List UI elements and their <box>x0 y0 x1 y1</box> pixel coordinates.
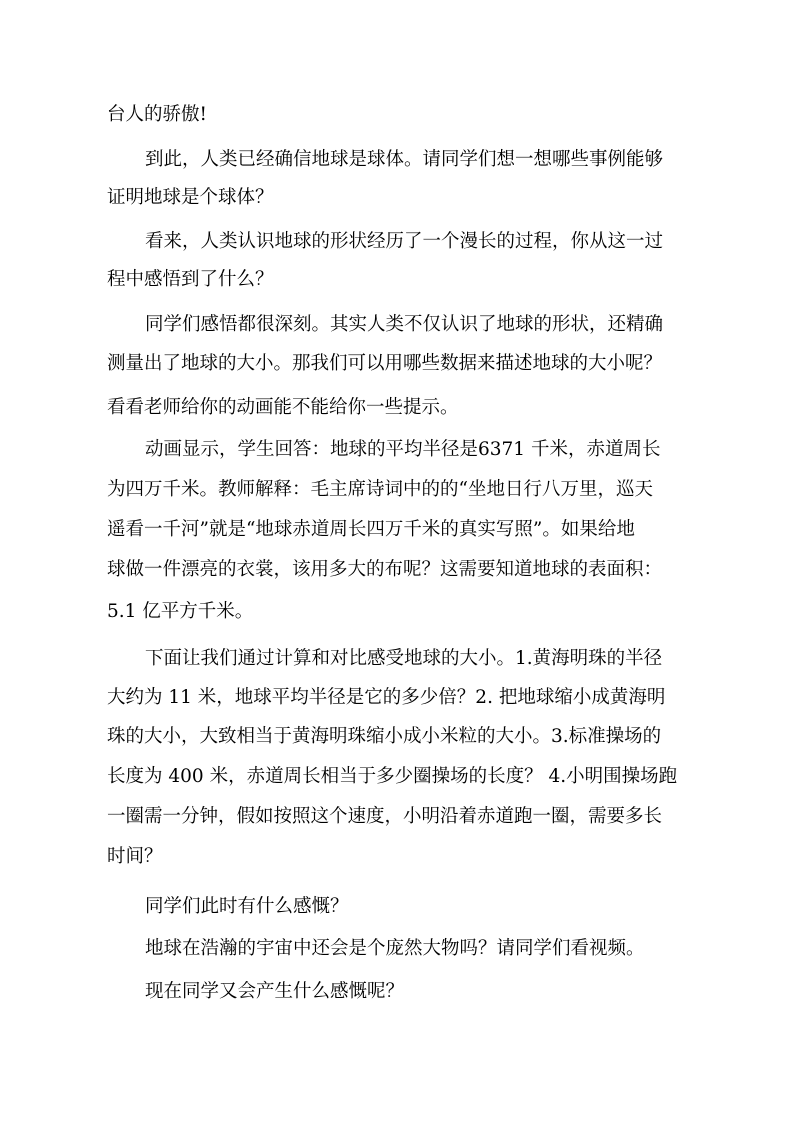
text-line: 动画显示，学生回答：地球的平均半径是6371 千米，赤道周长 <box>145 439 661 460</box>
text-line: 地球在浩瀚的宇宙中还会是个庞然大物吗？请同学们看视频。 <box>145 938 645 959</box>
text-line: 珠的大小，大致相当于黄海明珠缩小成小米粒的大小。3.标准操场的 <box>107 726 662 747</box>
text-line: 到此，人类已经确信地球是球体。请同学们想一想哪些事例能够 <box>145 149 664 170</box>
text-line: 现在同学又会产生什么感慨呢？ <box>145 981 405 1002</box>
text-line: 同学们感悟都很深刻。其实人类不仅认识了地球的形状，还精确 <box>145 314 664 335</box>
text-line: 测量出了地球的大小。那我们可以用哪些数据来描述地球的大小呢？ <box>107 353 663 374</box>
text-line: 一圈需一分钟，假如按照这个速度，小明沿着赤道跑一圈，需要多长 <box>107 806 663 827</box>
text-line: 程中感悟到了什么？ <box>107 269 274 290</box>
text-line: 5.1 亿平方千米。 <box>107 601 254 622</box>
text-line: 长度为 400 米，赤道周长相当于多少圈操场的长度？ 4.小明围操场跑 <box>107 766 678 787</box>
text-line: 大约为 11 米，地球平均半径是它的多少倍？2. 把地球缩小成黄海明 <box>107 687 666 708</box>
text-line: 同学们此时有什么感慨？ <box>145 896 349 917</box>
text-line: 看来，人类认识地球的形状经历了一个漫长的过程，你从这一过 <box>145 231 664 252</box>
text-line: 为四万千米。教师解释：毛主席诗词中的的“坐地日行八万里，巡天 <box>107 479 653 500</box>
text-line: 证明地球是个球体？ <box>107 187 274 208</box>
text-line: 台人的骄傲! <box>107 104 207 125</box>
text-line: 时间？ <box>107 846 163 867</box>
text-line: 遥看一千河”就是“地球赤道周长四万千米的真实写照”。如果给地 <box>107 519 635 540</box>
text-line: 球做一件漂亮的衣裳，该用多大的布呢？这需要知道地球的表面积： <box>107 559 663 580</box>
text-line: 下面让我们通过计算和对比感受地球的大小。1.黄海明珠的半径 <box>145 648 663 669</box>
text-line: 看看老师给你的动画能不能给你一些提示。 <box>107 397 459 418</box>
